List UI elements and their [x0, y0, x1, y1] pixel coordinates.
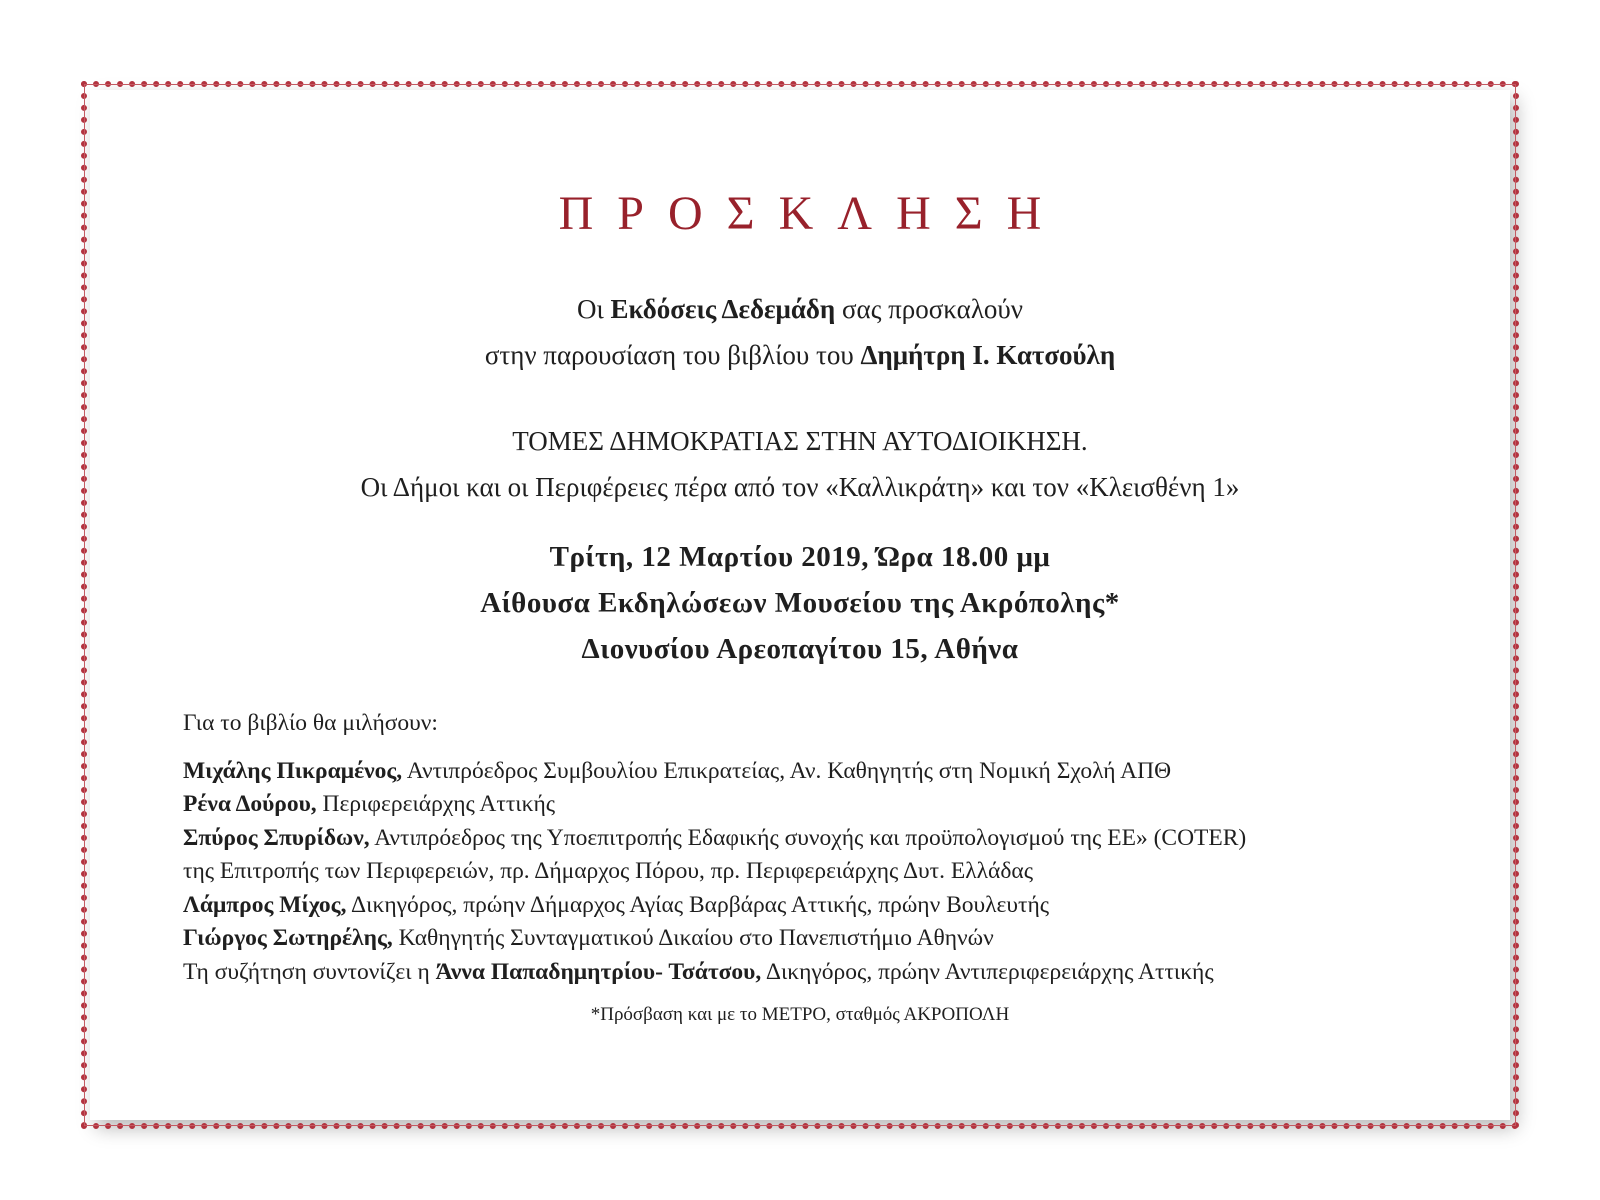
intro-line-1-pre: Οι: [577, 294, 611, 324]
metro-note: *Πρόσβαση και με το ΜΕΤΡΟ, σταθμός ΑΚΡΟΠΟΛΗ: [590, 1004, 1010, 1025]
event-details: [90, 534, 1510, 672]
intro-line-2: [90, 332, 1510, 378]
speaker-item: [183, 755, 1423, 789]
speaker-item: [183, 822, 1423, 856]
invitation-content: [90, 90, 1510, 1120]
speakers-heading: Για το βιβλίο θα μιλήσουν:: [183, 710, 438, 736]
moderator-pre: Τη συζήτηση συντονίζει η: [183, 958, 436, 985]
moderator-name: Άννα Παπαδημητρίου- Τσάτσου,: [435, 958, 762, 985]
speaker-name: Μιχάλης Πικραμένος,: [183, 757, 403, 784]
speaker-role: Αντιπρόεδρος Συμβουλίου Επικρατείας, Αν. Καθηγητής στη Νομική Σχολή ΑΠΘ: [402, 757, 1172, 784]
speakers-section: [183, 707, 1423, 989]
event-datetime: Τρίτη, 12 Μαρτίου 2019, Ώρα 18.00 μμ: [549, 541, 1051, 573]
event-venue: Αίθουσα Εκδηλώσεων Μουσείου της Ακρόπολης*: [480, 587, 1120, 619]
moderator-line: [183, 956, 1423, 990]
page-title: ΠΡΟΣΚΛΗΣΗ: [558, 187, 1066, 240]
speaker-role: Καθηγητής Συνταγματικού Δικαίου στο Πανεπιστήμιο Αθηνών: [392, 925, 994, 951]
speaker-role: της Επιτροπής των Περιφερειών, πρ. Δήμαρχος Πόρου, πρ. Περιφερειάρχης Δυτ. Ελλάδας: [183, 858, 1034, 884]
publisher-name: Εκδόσεις Δεδεμάδη: [610, 294, 836, 324]
speaker-item: [183, 922, 1423, 956]
book-title: ΤΟΜΕΣ ΔΗΜΟΚΡΑΤΙΑΣ ΣΤΗΝ ΑΥΤΟΔΙΟΙΚΗΣΗ.: [512, 426, 1088, 456]
speaker-item: [183, 855, 1423, 889]
speaker-role: Δικηγόρος, πρώην Δήμαρχος Αγίας Βαρβάρας Αττικής, πρώην Βουλευτής: [346, 891, 1050, 918]
intro-line-1: [90, 286, 1510, 332]
speaker-name: Γιώργος Σωτηρέλης,: [183, 925, 393, 951]
speaker-role: Περιφερειάρχης Αττικής: [316, 791, 556, 817]
speaker-name: Λάμπρος Μίχος,: [183, 891, 347, 918]
invitation-intro: [90, 286, 1510, 378]
intro-line-2-pre: στην παρουσίαση του βιβλίου του: [484, 340, 861, 370]
speaker-item: [183, 889, 1423, 923]
intro-line-1-post: σας προσκαλούν: [835, 294, 1023, 324]
author-name: Δημήτρη Ι. Κατσούλη: [860, 340, 1116, 370]
book-subtitle: Οι Δήμοι και οι Περιφέρειες πέρα από τον «Καλλικράτη» και τον «Κλεισθένη 1»: [360, 472, 1240, 502]
speaker-name: Ρένα Δούρου,: [183, 791, 317, 817]
speaker-name: Σπύρος Σπυρίδων,: [183, 824, 370, 851]
book-info: [90, 418, 1510, 510]
speaker-role: Αντιπρόεδρος της Υποεπιτροπής Εδαφικής συνοχής και προϋπολογισμού της ΕΕ» (COTER): [369, 824, 1247, 851]
event-address: Διονυσίου Αρεοπαγίτου 15, Αθήνα: [581, 633, 1019, 665]
moderator-role: Δικηγόρος, πρώην Αντιπεριφερειάρχης Αττικής: [761, 958, 1214, 985]
speaker-item: [183, 788, 1423, 822]
